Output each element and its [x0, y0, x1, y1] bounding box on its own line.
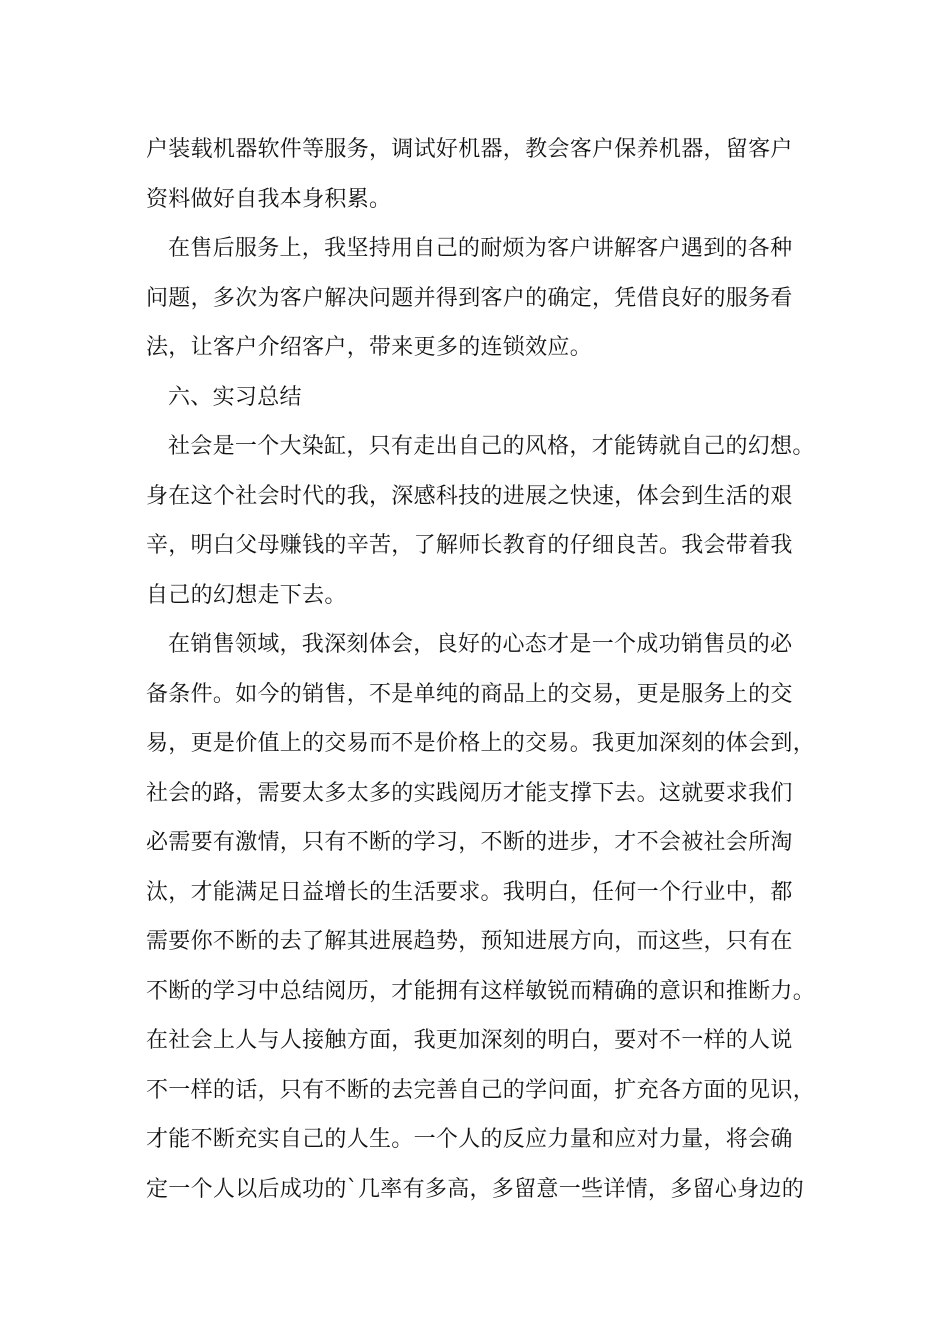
text-line: 需要你不断的去了解其进展趋势，预知进展方向，而这些，只有在: [146, 929, 793, 954]
text-line: 自己的幻想走下去。: [146, 582, 347, 608]
paragraph-start-line: 在销售领域，我深刻体会，良好的心态才是一个成功销售员的必: [168, 632, 793, 657]
text-line: 不一样的话，只有不断的去完善自己的学问面，扩充各方面的见识，: [146, 1077, 816, 1103]
text-line: 辛，明白父母赚钱的辛苦，了解师长教育的仔细良苦。我会带着我: [146, 533, 793, 558]
text-line: 资料做好自我本身积累。: [146, 186, 392, 212]
text-line: 法，让客户介绍客户，带来更多的连锁效应。: [146, 335, 593, 360]
document-body: [146, 130, 826, 1219]
text-line: 易，更是价值上的交易而不是价格上的交易。我更加深刻的体会到，: [146, 731, 816, 756]
text-line: 必需要有激情，只有不断的学习，不断的进步，才不会被社会所淘: [146, 830, 793, 855]
text-line: 汰，才能满足日益增长的生活要求。我明白，任何一个行业中，都: [146, 879, 793, 905]
text-line: 不断的学习中总结阅历，才能拥有这样敏锐而精确的意识和推断力。: [146, 978, 816, 1004]
paragraph-start-line: 社会是一个大染缸，只有走出自己的风格，才能铸就自己的幻想。: [168, 434, 815, 459]
paragraph-start-line: 在售后服务上，我坚持用自己的耐烦为客户讲解客户遇到的各种: [168, 236, 793, 261]
text-line: 在社会上人与人接触方面，我更加深刻的明白，要对不一样的人说: [146, 1028, 793, 1053]
text-line: 身在这个社会时代的我，深感科技的进展之快速，体会到生活的艰: [146, 483, 793, 509]
section-heading: 六、实习总结: [168, 384, 302, 410]
text-line: 才能不断充实自己的人生。一个人的反应力量和应对力量，将会确: [146, 1127, 793, 1152]
text-line: 问题，多次为客户解决问题并得到客户的确定，凭借良好的服务看: [146, 285, 793, 311]
text-line: 社会的路，需要太多太多的实践阅历才能支撑下去。这就要求我们: [146, 780, 793, 806]
text-line: 备条件。如今的销售，不是单纯的商品上的交易，更是服务上的交: [146, 681, 793, 707]
text-line: 定一个人以后成功的`几率有多高，多留意一些详情，多留心身边的: [146, 1176, 805, 1202]
text-line: 户装载机器软件等服务，调试好机器，教会客户保养机器，留客户: [146, 137, 793, 162]
